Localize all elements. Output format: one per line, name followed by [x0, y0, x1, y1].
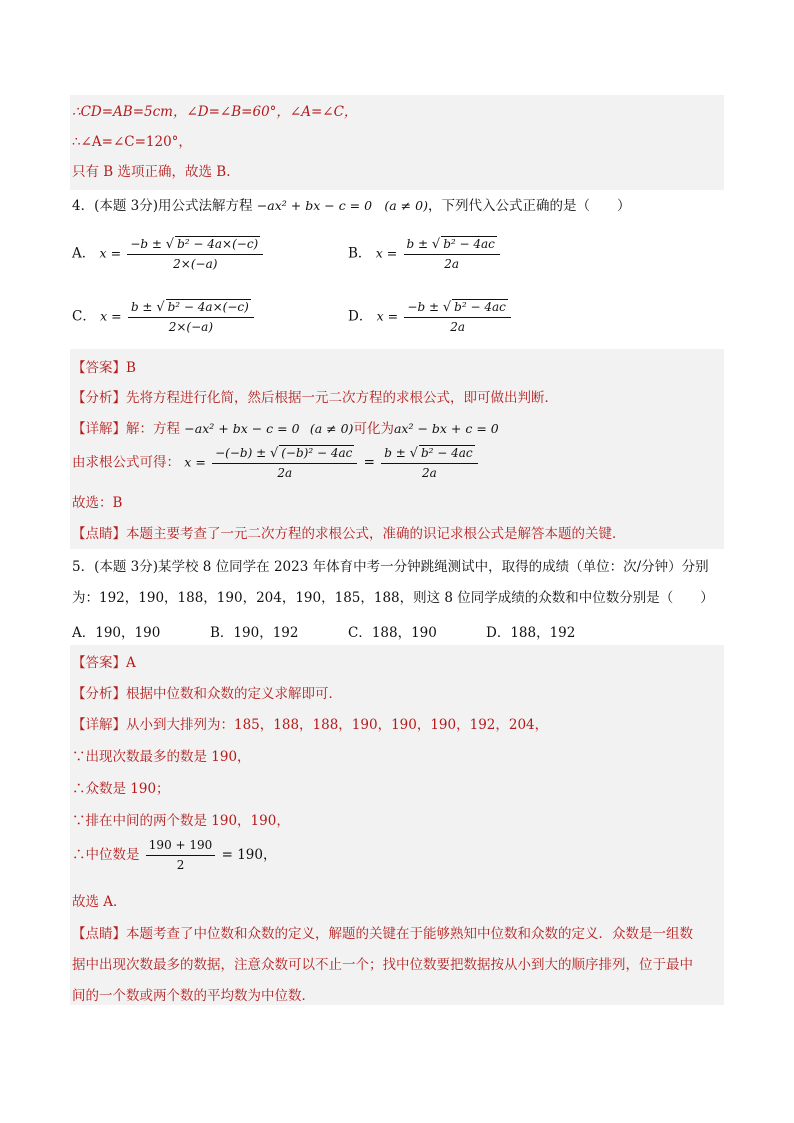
formula-label: 由求根公式可得：: [72, 454, 180, 471]
q5-comment-line-1: [72, 925, 693, 943]
formula-x: x =: [184, 454, 206, 470]
detail-tag: 【详解】: [72, 421, 126, 437]
equals-sign: =: [363, 454, 375, 471]
fraction-denominator: 2×(−a): [168, 320, 213, 334]
fraction-numerator-outer: −b ±: [407, 300, 440, 314]
option-label: A．: [72, 245, 96, 262]
fraction-radicand: b² − 4a×(−c): [177, 237, 259, 251]
analysis-tag: 【分析】: [72, 686, 126, 702]
fraction-denominator: 2a: [450, 320, 466, 334]
q5-detail-line-2: ∵出现次数最多的数是 190，: [72, 749, 251, 765]
comment-text: 本题考查了中位数和众数的定义，解题的关键在于能够熟知中位数和众数的定义．众数是一组数: [126, 926, 693, 942]
fraction-radicand: (−b)² − 4ac: [281, 446, 353, 460]
fraction-denominator: 2×(−a): [173, 257, 218, 271]
fraction-numerator-outer: −(−b) ±: [215, 446, 267, 460]
q4-solution-block: [70, 349, 724, 549]
answer-tag: 【答案】: [72, 360, 126, 376]
q4-stem-condition: (a ≠ 0): [384, 198, 428, 213]
q5-detail-line-3: ∴众数是 190；: [72, 781, 170, 797]
q5-option-a[interactable]: A．190，190: [72, 625, 161, 641]
option-fraction: [404, 299, 510, 335]
analysis-text: 根据中位数和众数的定义求解即可．: [126, 686, 342, 702]
q4-stem-suffix: ，下列代入公式正确的是（ ）: [427, 198, 631, 214]
q4-comment: [72, 525, 626, 543]
q5-comment-line-3: 间的一个数或两个数的平均数为中位数．: [72, 988, 315, 1004]
option-fraction: [128, 299, 254, 335]
fraction-denominator: 2: [176, 858, 185, 872]
option-fraction: [127, 236, 263, 272]
sqrt-icon: √: [409, 446, 418, 461]
fraction-radicand: b² − 4ac: [443, 237, 495, 251]
detail-tag: 【详解】: [72, 717, 126, 733]
answer-tag: 【答案】: [72, 655, 126, 671]
q5-comment-line-2: 据中出现次数最多的数据，注意众数可以不止一个；找中位数要把数据按从小到大的顺序排列，位于最中: [72, 957, 693, 973]
sqrt-icon: √: [156, 300, 165, 315]
q4-option-d[interactable]: [348, 299, 513, 335]
answer-value: A: [126, 655, 136, 671]
fraction-numerator-outer: b ±: [130, 300, 153, 314]
q5-option-b[interactable]: B．190，192: [210, 625, 299, 641]
q5-solution-block: [70, 645, 724, 1005]
fraction-numerator-outer: b ±: [384, 446, 406, 460]
option-label: D．: [348, 308, 373, 325]
q3-solution-line-3: 只有 B 选项正确，故选 B.: [72, 164, 231, 180]
q3-solution-line-2: ∴∠A=∠C=120°，: [72, 134, 192, 150]
q5-stem-line-2: 为：192，190，188，190，204，190，185，188，则这 8 位同学成绩的众数和中位数分别是（ ）: [72, 590, 714, 606]
q4-answer: [72, 359, 136, 377]
median-result: = 190，: [221, 847, 277, 863]
fraction-denominator: 2a: [422, 466, 437, 480]
q5-detail-line-4: ∵排在中间的两个数是 190，190，: [72, 813, 290, 829]
option-label: C．: [72, 308, 96, 325]
sqrt-icon: √: [431, 237, 441, 252]
q4-option-a[interactable]: [72, 236, 265, 272]
fraction-radicand: b² − 4ac: [454, 300, 506, 314]
fraction-denominator: 2a: [277, 466, 293, 480]
q4-choose: 故选：B: [72, 495, 123, 511]
q5-detail: [72, 716, 548, 734]
fraction-numerator: 190 + 190: [146, 838, 216, 856]
q3-solution-line-1: ∴CD=AB=5cm，∠D=∠B=60°，∠A=∠C，: [72, 104, 358, 120]
q4-stem-prefix: 4．(本题 3分)用公式法解方程: [72, 198, 253, 214]
option-fraction: [404, 236, 500, 272]
q5-option-c[interactable]: C．188，190: [348, 625, 437, 641]
sqrt-icon: √: [269, 446, 279, 461]
formula-fraction-1: [212, 445, 357, 481]
q4-stem-equation: −ax² + bx − c = 0: [256, 198, 373, 213]
q4-analysis: [72, 389, 558, 407]
sqrt-icon: √: [165, 237, 175, 252]
option-x: x =: [100, 308, 122, 324]
answer-value: B: [126, 360, 136, 376]
fraction-radicand: b² − 4ac: [420, 446, 473, 460]
fraction-numerator-outer: b ±: [406, 237, 429, 251]
q5-stem-line-1: 5．(本题 3分)某学校 8 位同学在 2023 年体育中考一分钟跳绳测试中，取得的成绩（单位：次/分钟）分别: [72, 559, 709, 575]
q4-detail: [72, 420, 499, 438]
analysis-tag: 【分析】: [72, 390, 126, 406]
q5-detail-line-5: [72, 838, 276, 873]
formula-fraction-2: [381, 445, 477, 481]
option-x: x =: [99, 245, 122, 261]
detail-text: 解：方程: [126, 421, 180, 437]
q5-analysis: [72, 685, 342, 703]
q3-solution-block: [70, 95, 724, 190]
median-fraction: [146, 838, 216, 873]
q5-option-d[interactable]: D．188，192: [486, 625, 576, 641]
comment-tag: 【点睛】: [72, 926, 126, 942]
q4-option-b[interactable]: [348, 236, 502, 272]
fraction-radicand: b² − 4a×(−c): [167, 300, 249, 314]
detail-text-2: 可化为: [353, 421, 394, 437]
option-x: x =: [376, 308, 399, 324]
detail-equation-2: ax² − bx + c = 0: [393, 421, 499, 436]
analysis-text: 先将方程进行化简，然后根据一元二次方程的求根公式，即可做出判断．: [126, 390, 558, 406]
detail-condition: (a ≠ 0): [309, 421, 354, 436]
option-label: B．: [348, 245, 372, 262]
q5-choose: 故选 A．: [72, 894, 127, 910]
sqrt-icon: √: [442, 300, 452, 315]
comment-text: 本题主要考查了一元二次方程的求根公式，准确的识记求根公式是解答本题的关键．: [126, 526, 626, 542]
q4-formula-line: [72, 445, 480, 481]
fraction-denominator: 2a: [444, 257, 460, 271]
detail-equation: −ax² + bx − c = 0: [184, 421, 300, 436]
q5-answer: [72, 654, 136, 672]
detail-text: 从小到大排列为：185，188，188，190，190，190，192，204，: [126, 717, 549, 733]
comment-tag: 【点睛】: [72, 526, 126, 542]
option-x: x =: [375, 245, 398, 261]
q4-option-c[interactable]: [72, 299, 256, 335]
median-label: ∴中位数是: [72, 847, 140, 863]
q4-stem: [72, 197, 630, 215]
fraction-numerator-outer: −b ±: [130, 237, 162, 251]
